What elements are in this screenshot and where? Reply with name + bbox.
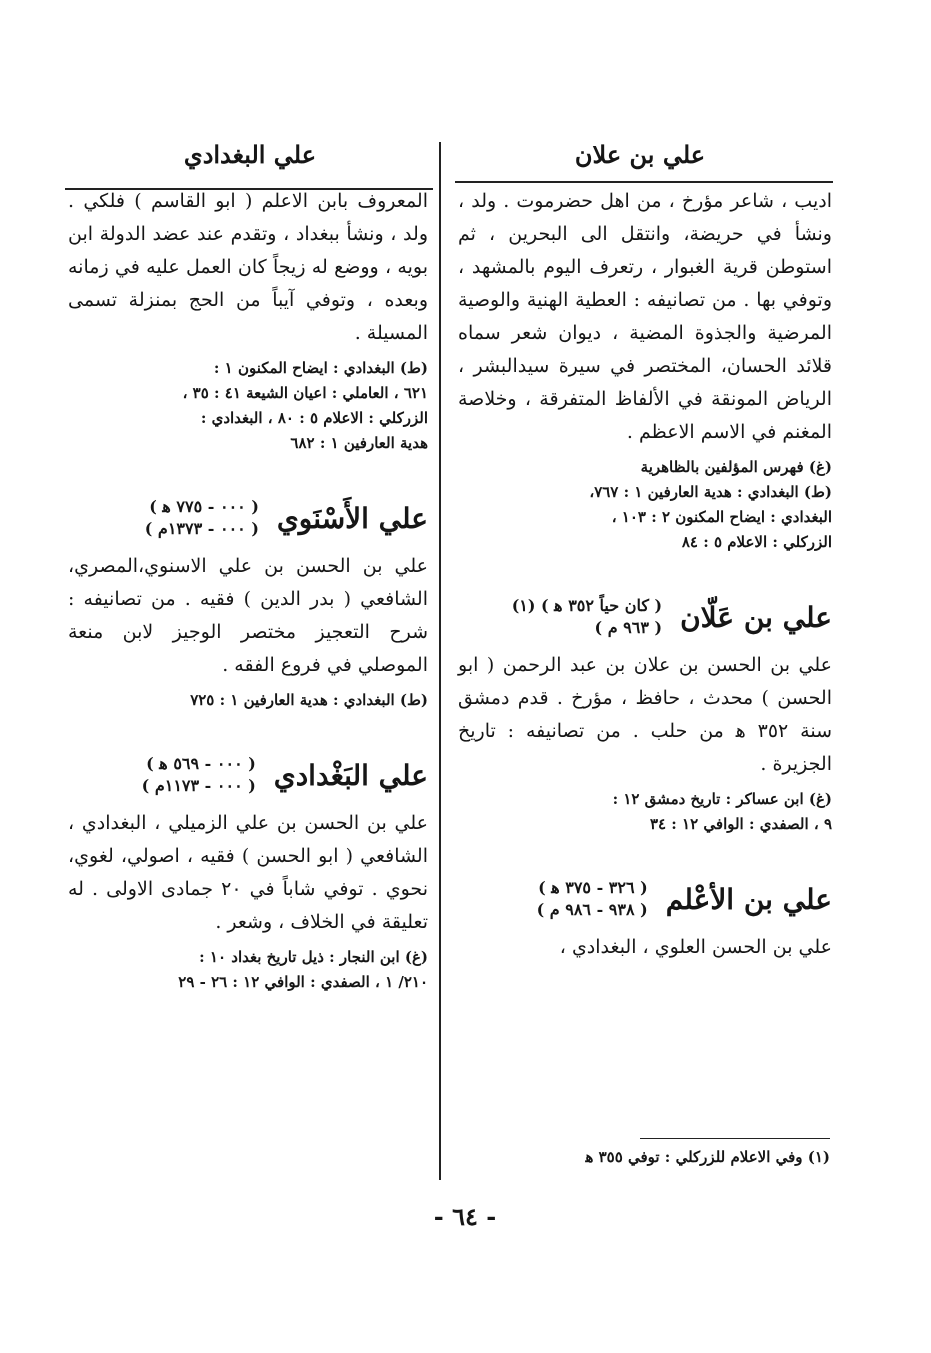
- column-divider: [439, 142, 441, 1180]
- reference-line: (غ) فهرس المؤلفين بالظاهرية: [640, 458, 832, 476]
- left-column-header: علي البغدادي: [183, 140, 317, 169]
- entry-heading: [68, 496, 428, 540]
- entry-text: علي بن الحسن بن علان بن عبد الرحمن ( ابو الحسن ) محدث ، حافظ ، مؤرخ . قدم دمشق سنة ٣٥٢ ﻫ من حلب . من تصانيفه : تاريخ الجزيرة .: [458, 654, 832, 775]
- right-header-rule: [455, 181, 833, 183]
- hijri-dates: ( ٠٠٠ - ٥٦٩ ﻫ ): [146, 754, 256, 773]
- reference-line: هدية العارفين ١ : ٦٨٢: [290, 434, 428, 452]
- page-number: - ٦٤ -: [433, 1202, 497, 1231]
- entry-text: المعروف بابن الاعلم ( ابو القاسم ) فلكي . ولد ، ونشأ ببغداد ، وتقدم عند عضد الدولة ابن بويه ، ووضع له زيجاً كان العمل عليه في زمانه وبعده ، وتوفي آيباً من الحج بمنزلة تسمى المسيلة .: [68, 190, 428, 344]
- reference-line: (ط) البغدادي : هدية العارفين ١ : ٧٢٥: [190, 691, 428, 709]
- entry-name: علي الأَسْنَوي: [276, 501, 428, 535]
- entry-dates: [145, 496, 259, 540]
- reference-line: (غ) ابن النجار : ذيل تاريخ بغداد ١٠ :: [199, 948, 428, 966]
- reference-line: (ط) البغدادي : هدية العارفين ١ : ٧٦٧،: [589, 483, 832, 501]
- reference-line: ٢١٠/ ١ ، الصفدي : الوافي ١٢ : ٢٦ - ٢٩: [178, 973, 428, 991]
- right-column-header: علي بن علان: [574, 140, 706, 169]
- entry-text: علي بن الحسن بن علي الزميلي ، البغدادي ، الشافعي ( ابو الحسن ) فقيه ، اصولي، لغوي، نحوي . توفي شاباً في ٢٠ جمادى الاولى . له تعليقة في الخلاف ، وشعر .: [68, 812, 428, 933]
- reference-line: البغدادي : ايضاح المكنون ٢ : ١٠٣ ،: [611, 508, 832, 526]
- entry-text: اديب ، شاعر مؤرخ ، من اهل حضرموت . ولد ، ونشأ في حريضة، وانتقل الى البحرين ، ثم استوطن قرية الغبوار ، رتعرف اليوم بالمشهد ، وتوفي بها . من تصانيفه : العطية الهنية والوصية المرضية والجذوة المضية ، ديوان شعر سماه قلائد الحسان، المختصر في سيرة سيدالبشر ، الرياض المونقة في الألفاظ المتفرقة ، وخلاصة المغنم في الاسم الاعظم .: [458, 190, 832, 443]
- hijri-dates: ( ٠٠٠ - ٧٧٥ ﻫ ): [149, 497, 259, 516]
- footnote: (١) وفي الاعلام للزركلي : توفي ٣٥٥ ﻫ: [585, 1148, 830, 1166]
- footnote-rule: [640, 1138, 830, 1139]
- reference-line: ٩ ، الصفدي : الوافي ١٢ : ٣٤: [649, 815, 832, 833]
- entry-text: علي بن الحسن بن علي الاسنوي،المصري، الشافعي ( بدر الدين ) فقيه . من تصانيفه : شرح التعجيز مختصر الوجيز لابن منعة الموصلي في فروع الفقه .: [68, 555, 428, 676]
- gregorian-dates: ( ٠٠٠ - ١١٧٣م ): [141, 776, 256, 795]
- entry-name: علي بن الأعْلم: [665, 882, 832, 916]
- entry-name: علي البَغْدادي: [273, 758, 428, 792]
- right-column: [458, 185, 832, 964]
- gregorian-dates: ( ٩٦٣ م ): [594, 618, 663, 637]
- entry-text: علي بن الحسن العلوي ، البغدادي ،: [559, 936, 832, 958]
- entry-name: علي بن عَلّان: [680, 600, 832, 634]
- reference-line: (غ) ابن عساكر : تاريخ دمشق ١٢ :: [612, 790, 832, 808]
- reference-line: (ط) البغدادي : ايضاح المكنون ١ :: [213, 359, 428, 377]
- entry-dates: [537, 877, 648, 921]
- left-column: [68, 185, 428, 995]
- entry-dates: [142, 753, 256, 797]
- entry-heading: [458, 595, 832, 639]
- entry-dates: [512, 595, 662, 639]
- reference-line: الزركلي : الاعلام ٥ : ٨٤: [681, 533, 832, 551]
- reference-line: الزركلي : الاعلام ٥ : ٨٠ ، البغدادي :: [200, 409, 428, 427]
- gregorian-dates: ( ٠٠٠ - ١٣٧٣م ): [144, 519, 259, 538]
- hijri-dates: ( كان حياً ٣٥٢ ﻫ ) (١): [511, 596, 663, 615]
- entry-heading: [68, 753, 428, 797]
- hijri-dates: ( ٣٢٦ - ٣٧٥ ﻫ ): [538, 878, 648, 897]
- entry-heading: [458, 877, 832, 921]
- gregorian-dates: ( ٩٣٨ - ٩٨٦ م ): [536, 900, 648, 919]
- reference-line: ٦٢١ ، العاملي : اعيان الشيعة ٤١ : ٣٥ ،: [182, 384, 428, 402]
